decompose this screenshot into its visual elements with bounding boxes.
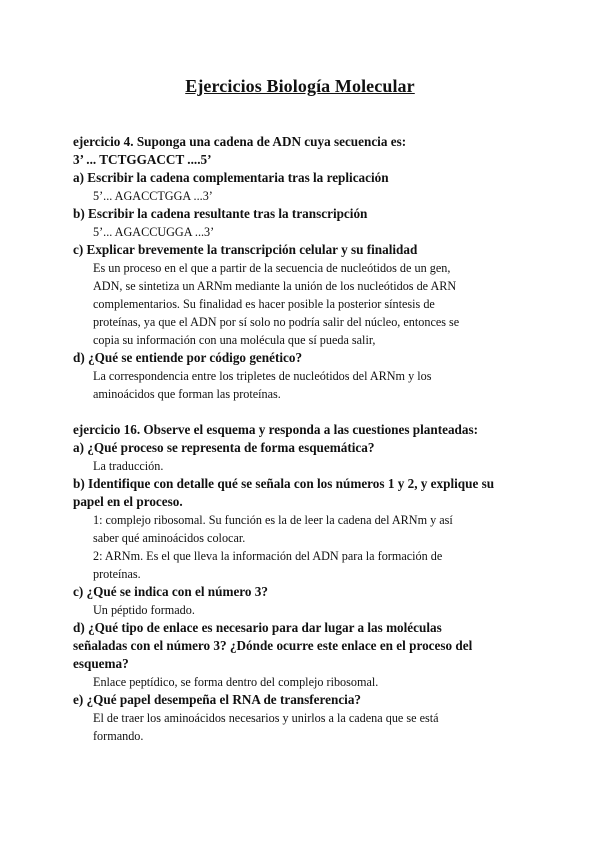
ex4-answer-d-line: La correspondencia entre los tripletes de nucleótidos del ARNm y los [93,369,432,383]
ex16-answer-b-line: 1: complejo ribosomal. Su función es la de leer la cadena del ARNm y así [93,513,453,527]
ex16-answer-b-line: saber qué aminoácidos colocar. [93,531,246,545]
ex16-answer-c: Un péptido formado. [93,603,195,617]
ex16-answer-e-line: formando. [93,729,144,743]
ex16-question-e: e) ¿Qué papel desempeña el RNA de transferencia? [73,692,362,707]
ex16-question-d-line: d) ¿Qué tipo de enlace es necesario para dar lugar a las moléculas [73,620,442,635]
ex4-question-d: d) ¿Qué se entiende por código genético? [73,350,303,365]
ex4-answer-b: 5’... AGACCUGGA ...3’ [93,225,215,239]
ex4-answer-c-line: ADN, se sintetiza un ARNm mediante la unión de los nucleótidos de ARN [93,279,457,293]
ex4-answer-a: 5’... AGACCTGGA ...3’ [93,189,213,203]
ex4-answer-c-line: Es un proceso en el que a partir de la secuencia de nucleótidos de un gen, [93,261,451,275]
ex16-question-a: a) ¿Qué proceso se representa de forma esquemática? [73,440,375,455]
ex16-question-c: c) ¿Qué se indica con el número 3? [73,584,268,599]
ex16-heading: ejercicio 16. Observe el esquema y responda a las cuestiones planteadas: [73,422,479,437]
ex16-answer-b-line: 2: ARNm. Es el que lleva la información del ADN para la formación de [93,549,443,563]
ex16-answer-e-line: El de traer los aminoácidos necesarios y unirlos a la cadena que se está [93,711,439,725]
ex16-question-d-line: señaladas con el número 3? ¿Dónde ocurre este enlace en el proceso del [73,638,473,653]
ex4-answer-c-line: copia su información con una molécula que sí pueda salir, [93,333,376,347]
ex16-answer-a: La traducción. [93,459,164,473]
ex4-answer-c-line: proteínas, ya que el ADN por sí solo no podría salir del núcleo, entonces se [93,315,460,329]
ex16-answer-b-line: proteínas. [93,567,141,581]
ex4-question-b: b) Escribir la cadena resultante tras la transcripción [73,206,368,221]
ex16-question-d-line: esquema? [73,656,129,671]
ex4-question-c: c) Explicar brevemente la transcripción celular y su finalidad [73,242,418,257]
ex4-heading: ejercicio 4. Suponga una cadena de ADN cuya secuencia es: [73,134,407,149]
ex16-question-b-line: papel en el proceso. [73,494,183,509]
ex4-question-a: a) Escribir la cadena complementaria tras la replicación [73,170,389,185]
ex4-sequence: 3’ ... TCTGGACCT ....5’ [73,152,212,167]
page-title: Ejercicios Biología Molecular [185,76,415,96]
ex16-answer-d: Enlace peptídico, se forma dentro del complejo ribosomal. [93,675,379,689]
ex4-answer-d-line: aminoácidos que forman las proteínas. [93,387,281,401]
ex4-answer-c-line: complementarios. Su finalidad es hacer posible la posterior síntesis de [93,297,435,311]
ex16-question-b-line: b) Identifique con detalle qué se señala con los números 1 y 2, y explique su [73,476,495,491]
